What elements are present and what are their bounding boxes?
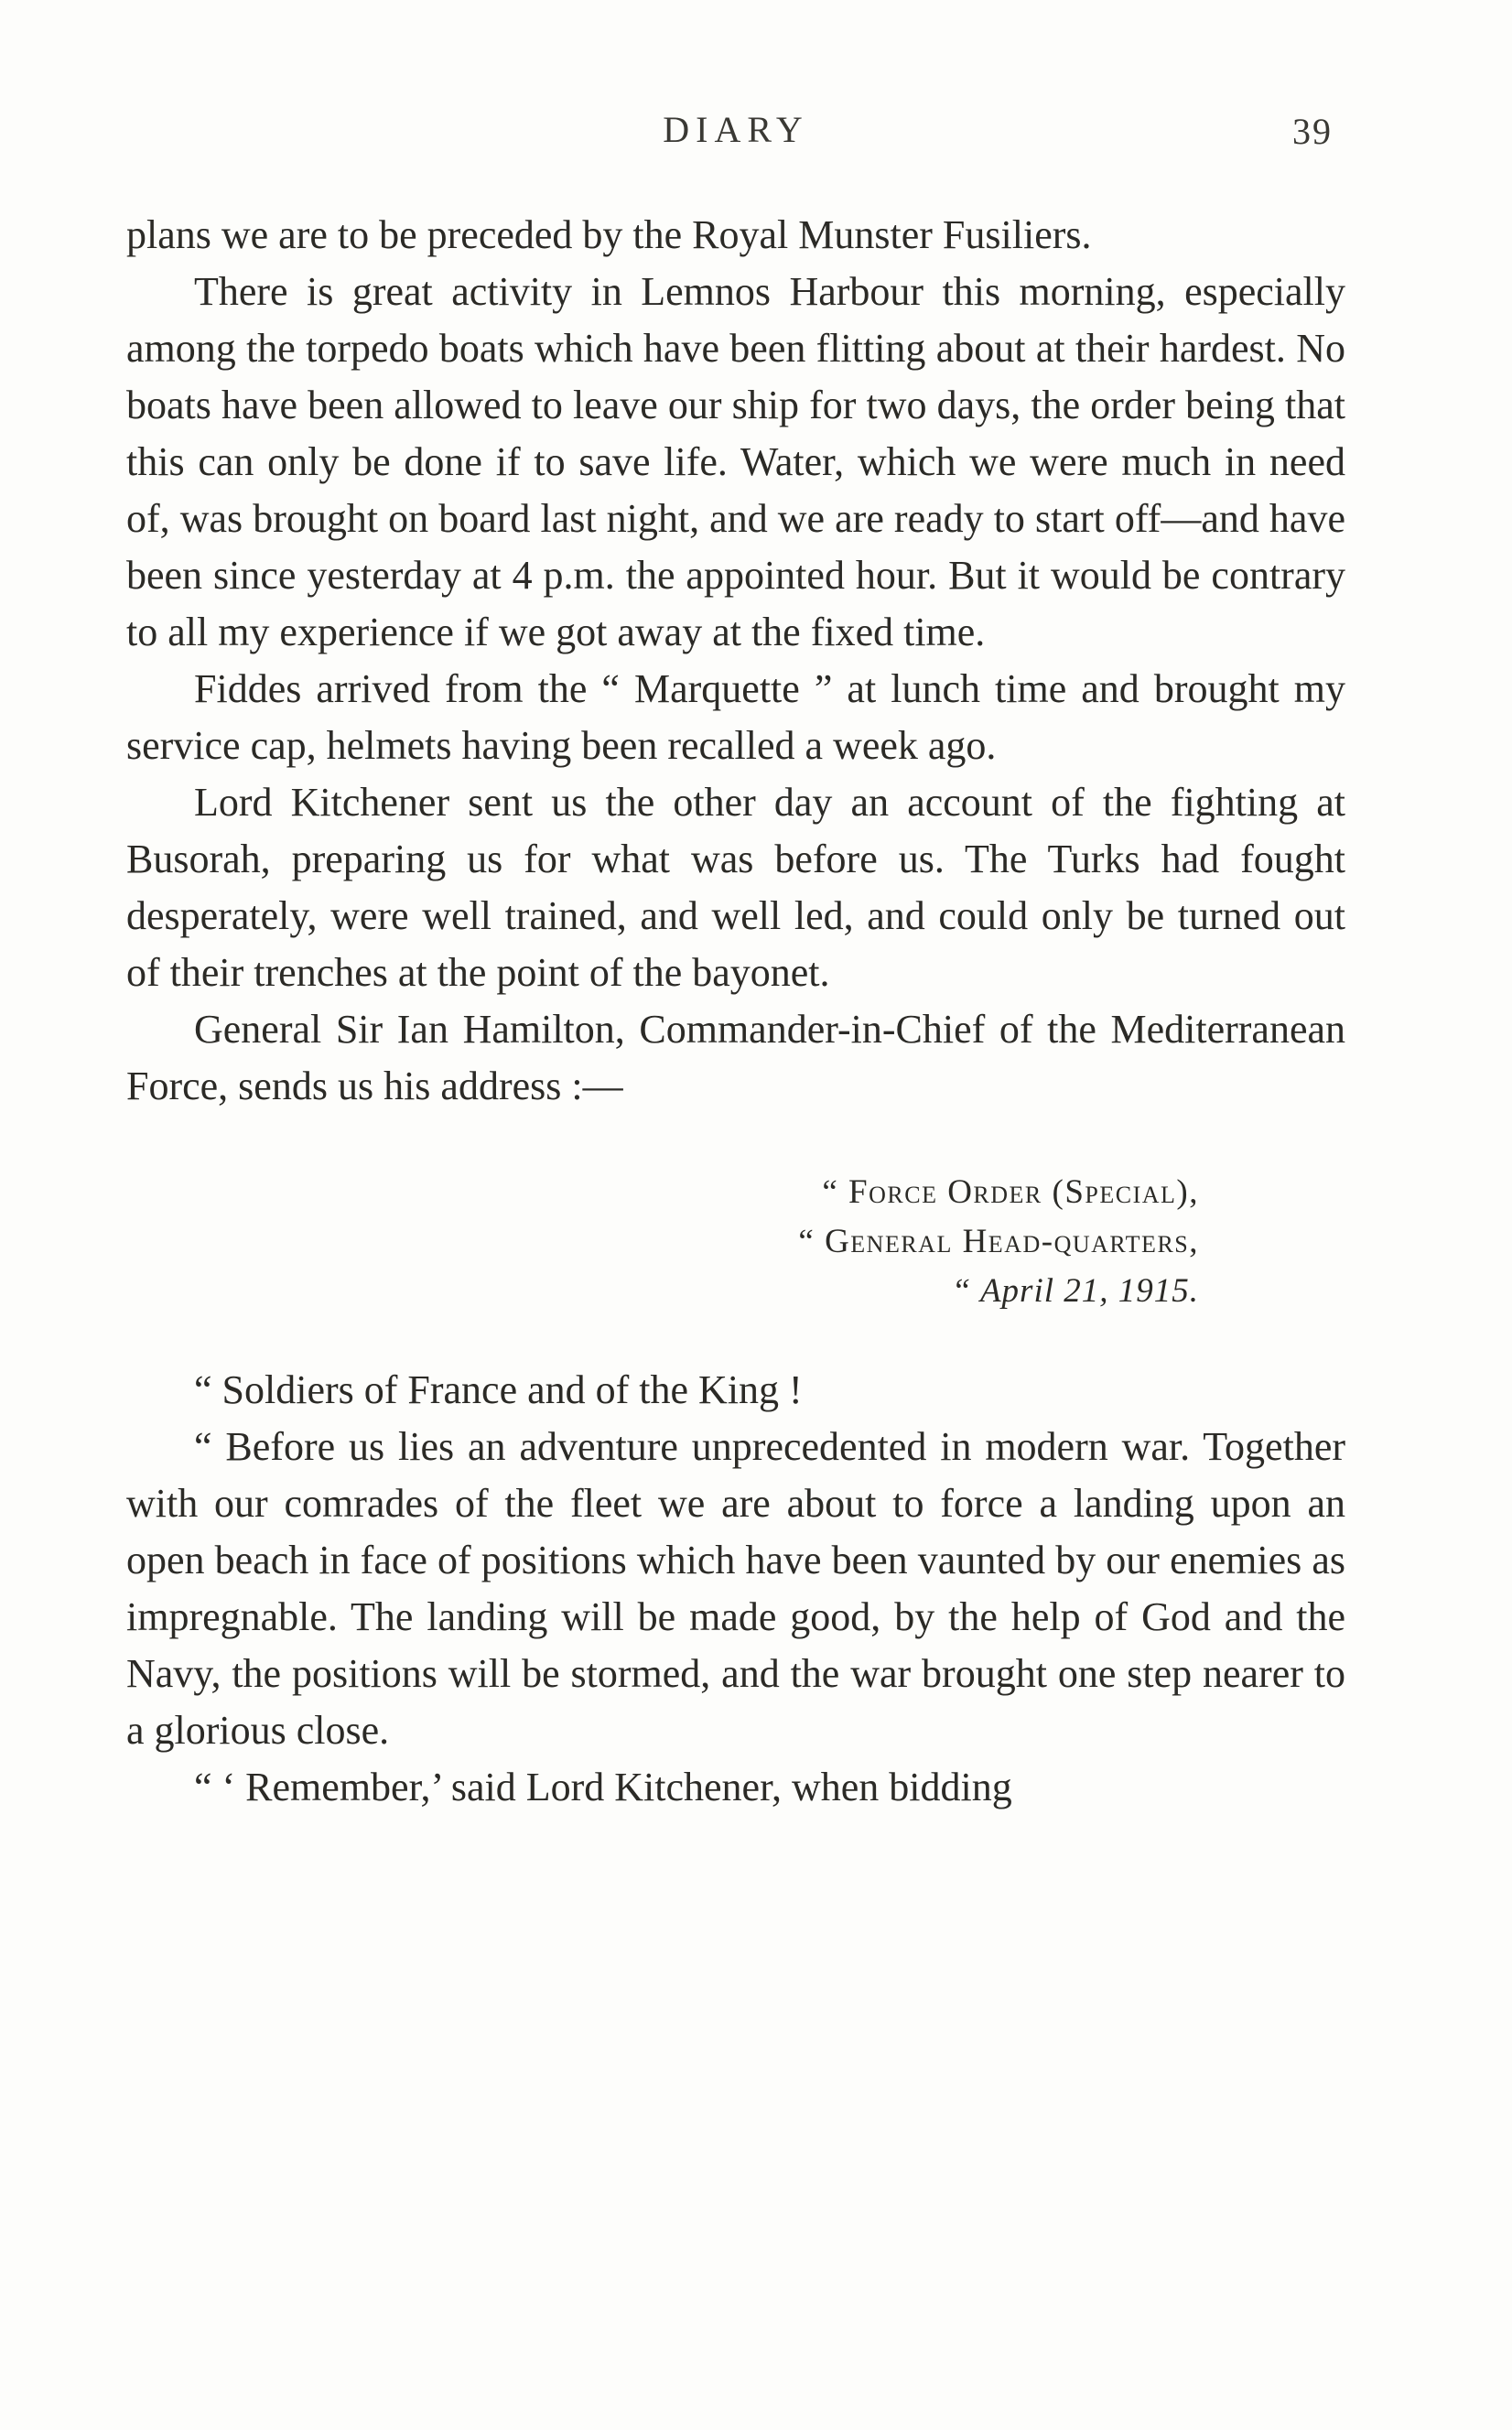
force-order-line: “ General Head-quarters, [798,1223,1199,1260]
address-paragraph: “ Soldiers of France and of the King ! [194,1367,803,1412]
paragraph-continuation: plans we are to be preceded by the Royal Munster Fusiliers. [126,212,1092,257]
paragraph: There is great activity in Lemnos Harbour this morning, especially among the torpedo boats which have been flitting about at their hardest. No boats have been allowed to leave our ship for two days, the order being that this can only be done if to save life. Water, which we were much in need of, was brought on board last night, and we are ready to start off—and have been since yesterday at 4 p.m. the appointed hour. But it would be contrary to all my experience if we got away at the fixed time. [126,269,1345,654]
force-order-line: “ Force Order (Special), [822,1173,1199,1211]
running-title: DIARY [663,109,809,150]
page-number: 39 [1292,111,1333,152]
paragraph: Lord Kitchener sent us the other day an account of the fighting at Busorah, preparing us for what was before us. The Turks had fought desperately, were well trained, and well led, and could only be turned out of their trenches at the point of the bayonet. [126,780,1345,995]
running-head [126,108,1345,172]
force-order-heading [126,1168,1199,1316]
address-paragraph: “ ‘ Remember,’ said Lord Kitchener, when bidding [194,1765,1012,1809]
page-content [126,108,1345,1816]
page-body [126,207,1345,1816]
paragraph: Fiddes arrived from the “ Marquette ” at lunch time and brought my service cap, helmets having been recalled a week ago. [126,666,1345,768]
paragraph: General Sir Ian Hamilton, Commander-in-Chief of the Mediterranean Force, sends us his address :— [126,1007,1345,1108]
address-paragraph: “ Before us lies an adventure unprecedented in modern war. Together with our comrades of the fleet we are about to force a landing upon an open beach in face of positions which have been vaunted by our enemies as impregnable. The landing will be made good, by the help of God and the Navy, the positions will be stormed, and the war brought one step nearer to a glorious close. [126,1424,1345,1753]
force-order-date: “ April 21, 1915. [951,1272,1199,1310]
